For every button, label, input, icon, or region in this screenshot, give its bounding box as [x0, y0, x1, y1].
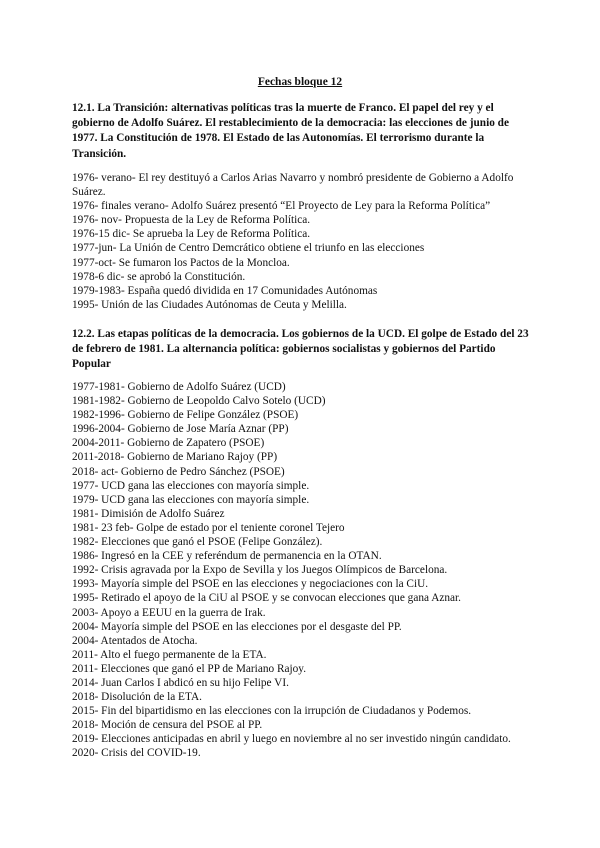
section-heading-12-1: 12.1. La Transición: alternativas políticas tras la muerte de Franco. El papel del rey y el gobierno de Adolfo Suárez. El restablecimiento de la democracia: las elecciones de junio de 1977. La Constitución de 1978. El Estado de las Autonomías. El terrorismo durante la Transición.: [72, 102, 509, 160]
list-item: 1978-6 dic- se aprobó la Constitución.: [72, 270, 246, 283]
section-heading-12-2: 12.2. Las etapas políticas de la democracia. Los gobiernos de la UCD. El golpe de Estado del 23 de febrero de 1981. La alternancia política: gobiernos socialistas y gobiernos del Partido Popular: [72, 328, 529, 371]
list-item: 2004-2011- Gobierno de Zapatero (PSOE): [72, 437, 265, 450]
list-item: 2014- Juan Carlos I abdicó en su hijo Felipe VI.: [72, 676, 289, 689]
list-item: 1982-1996- Gobierno de Felipe González (PSOE): [72, 409, 299, 422]
list-item: 1976- verano- El rey destituyó a Carlos Arias Navarro y nombró presidente de Gobierno a Adolfo Suárez.: [72, 172, 514, 199]
list-item: 1977-oct- Se fumaron los Pactos de la Moncloa.: [72, 256, 290, 269]
list-item: 2003- Apoyo a EEUU en la guerra de Irak.: [72, 606, 266, 619]
list-item: 1993- Mayoría simple del PSOE en las elecciones y negociaciones con la CiU.: [72, 578, 429, 591]
section-12-2-date-list: [72, 380, 534, 761]
list-item: 1986- Ingresó en la CEE y referéndum de permanencia en la OTAN.: [72, 550, 382, 563]
list-item: 1979- UCD gana las elecciones con mayoría simple.: [72, 493, 310, 506]
list-item: 2004- Mayoría simple del PSOE en las elecciones por el desgaste del PP.: [72, 620, 402, 633]
list-item: 1992- Crisis agravada por la Expo de Sevilla y los Juegos Olímpicos de Barcelona.: [72, 564, 448, 577]
list-item: 1977- UCD gana las elecciones con mayoría simple.: [72, 479, 310, 492]
list-item: 2018- Moción de censura del PSOE al PP.: [72, 719, 263, 732]
list-item: 1995- Retirado el apoyo de la CiU al PSOE y se convocan elecciones que gana Aznar.: [72, 592, 461, 605]
list-item: 2018- Disolución de la ETA.: [72, 691, 202, 704]
list-item: 1977-jun- La Unión de Centro Demcrático obtiene el triunfo en las elecciones: [72, 242, 425, 255]
list-item: 1981- 23 feb- Golpe de estado por el teniente coronel Tejero: [72, 521, 345, 534]
list-item: 2015- Fin del bipartidismo en las elecciones con la irrupción de Ciudadanos y Podemos.: [72, 705, 472, 718]
list-item: 1979-1983- España quedó dividida en 17 Comunidades Autónomas: [72, 284, 378, 297]
list-item: 2011- Alto el fuego permanente de la ETA.: [72, 648, 267, 661]
list-item: 2018- act- Gobierno de Pedro Sánchez (PSOE): [72, 465, 285, 478]
list-item: 2004- Atentados de Atocha.: [72, 634, 198, 647]
section-12-1-date-list: [72, 171, 534, 312]
document-title: Fechas bloque 12: [257, 76, 343, 88]
list-item: 1977-1981- Gobierno de Adolfo Suárez (UCD): [72, 381, 286, 393]
list-item: 1981-1982- Gobierno de Leopoldo Calvo Sotelo (UCD): [72, 395, 326, 408]
list-item: 1981- Dimisión de Adolfo Suárez: [72, 507, 225, 520]
list-item: 2019- Elecciones anticipadas en abril y luego en noviembre al no ser investido ningún candidato.: [72, 733, 511, 746]
list-item: 1995- Unión de las Ciudades Autónomas de Ceuta y Melilla.: [72, 298, 347, 311]
list-item: 1996-2004- Gobierno de Jose María Aznar (PP): [72, 423, 289, 436]
list-item: 1976- nov- Propuesta de la Ley de Reforma Política.: [72, 214, 311, 227]
list-item: 1976-15 dic- Se aprueba la Ley de Reforma Política.: [72, 228, 311, 241]
list-item: 1976- finales verano- Adolfo Suárez presentó “El Proyecto de Ley para la Reforma Política”: [72, 200, 491, 213]
list-item: 1982- Elecciones que ganó el PSOE (Felipe González).: [72, 536, 323, 549]
list-item: 2020- Crisis del COVID-19.: [72, 747, 201, 760]
list-item: 2011- Elecciones que ganó el PP de Mariano Rajoy.: [72, 662, 307, 675]
list-item: 2011-2018- Gobierno de Mariano Rajoy (PP): [72, 451, 278, 464]
